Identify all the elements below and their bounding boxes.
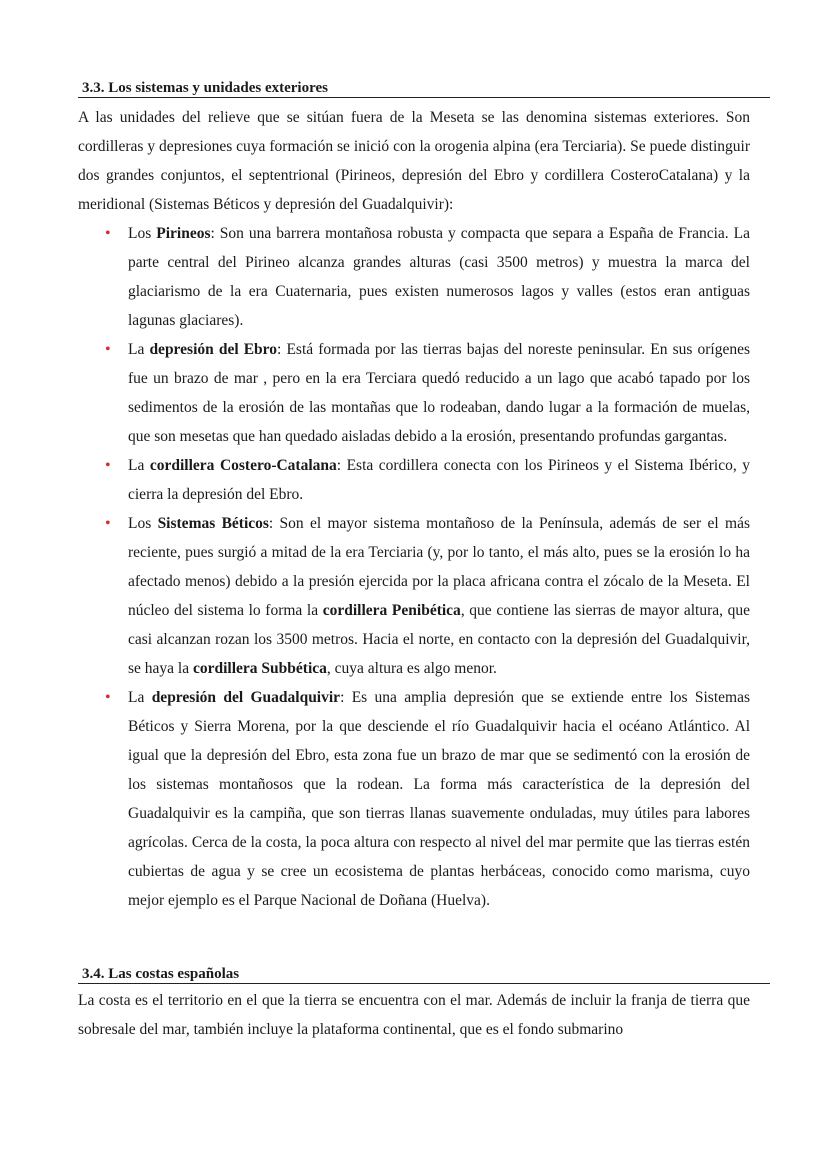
item-term: Sistemas Béticos <box>157 515 269 532</box>
item-text: : Está formada por las tierras bajas del noreste peninsular. En sus orígenes fue un brazo de mar , pero en la era Terciara quedó reducido a un lago que acabó tapado por los sedimentos de la erosión de las montañas que lo rodeaban, dando lugar a la formación de muelas, que son mesetas que han quedado aisladas debido a la erosión, presentando profundas gargantas. <box>128 341 750 445</box>
item-text-2: , que contiene las sierras de mayor altura, que casi alcanzan rozan los 3500 metros. Hacia el norte, en contacto con la depresión del Guadalquivir, se haya la <box>128 602 750 677</box>
section-heading-3-3: 3.3. Los sistemas y unidades exteriores <box>78 80 770 98</box>
bullet-icon: • <box>105 457 111 474</box>
item-term-penibetica: cordillera Penibética <box>322 602 461 619</box>
list-item-pirineos <box>78 219 750 335</box>
item-prefix: Los <box>128 225 157 242</box>
item-term: Pirineos <box>156 225 211 242</box>
item-text: : Son una barrera montañosa robusta y compacta que separa a España de Francia. La parte central del Pirineo alcanza grandes alturas (casi 3500 metros) y muestra la marca del glaciarismo de la era Cuaternaria, pues existen numerosos lagos y valles (estos eran antiguas lagunas glaciares). <box>128 225 750 329</box>
item-term: depresión del Guadalquivir <box>151 689 341 706</box>
list-item-depresion-ebro <box>78 335 750 451</box>
item-term-subbetica: cordillera Subbética <box>192 660 327 677</box>
bullet-icon: • <box>105 515 111 532</box>
bullet-icon: • <box>105 341 111 358</box>
list-item-costero-catalana <box>78 451 750 509</box>
relief-units-list <box>78 219 750 915</box>
item-prefix: La <box>128 341 150 358</box>
section-3-4-intro: La costa es el territorio en el que la tierra se encuentra con el mar. Además de incluir la franja de tierra que sobresale del mar, también incluye la plataforma continental, que es el fondo submarino <box>78 992 750 1038</box>
item-text: : Es una amplia depresión que se extiende entre los Sistemas Béticos y Sierra Morena, por la que desciende el río Guadalquivir hacia el océano Atlántico. Al igual que la depresión del Ebro, esta zona fue un brazo de mar que se sedimentó con la erosión de los sistemas montañosos que la rodean. La forma más característica de la depresión del Guadalquivir es la campiña, que son tierras llanas suavemente onduladas, muy útiles para labores agrícolas. Cerca de la costa, la poca altura con respecto al nivel del mar permite que las tierras estén cubiertas de agua y se cree un ecosistema de plantas herbáceas, conocido como marisma, cuyo mejor ejemplo es el Parque Nacional de Doñana (Huelva). <box>128 689 750 909</box>
item-prefix: La <box>128 457 150 474</box>
list-item-sistemas-beticos <box>78 509 750 683</box>
item-text: : Son el mayor sistema montañoso de la Península, además de ser el más reciente, pues surgió a mitad de la era Terciaria (y, por lo tanto, el más alto, pues se la erosión lo ha afectado menos) debido a la presión ejercida por la placa africana contra el zócalo de la Meseta. El núcleo del sistema lo forma la <box>128 515 750 619</box>
bullet-icon: • <box>105 689 111 706</box>
section-3-3-intro: A las unidades del relieve que se sitúan fuera de la Meseta se las denomina sistemas exteriores. Son cordilleras y depresiones cuya formación se inició con la orogenia alpina (era Terciaria). Se puede distinguir dos grandes conjuntos, el septentrional (Pirineos, depresión del Ebro y cordillera CosteroCatalana) y la meridional (Sistemas Béticos y depresión del Guadalquivir): <box>78 109 750 213</box>
list-item-depresion-guadalquivir <box>78 683 750 915</box>
item-term: cordillera Costero-Catalana <box>149 457 337 474</box>
item-prefix: La <box>128 689 152 706</box>
bullet-icon: • <box>105 225 111 242</box>
item-prefix: Los <box>128 515 158 532</box>
item-text: : Esta cordillera conecta con los Pirineos y el Sistema Ibérico, y cierra la depresión del Ebro. <box>128 457 750 503</box>
item-term: depresión del Ebro <box>149 341 278 358</box>
section-heading-3-4: 3.4. Las costas españolas <box>78 966 770 984</box>
item-text-3: , cuya altura es algo menor. <box>326 660 497 677</box>
